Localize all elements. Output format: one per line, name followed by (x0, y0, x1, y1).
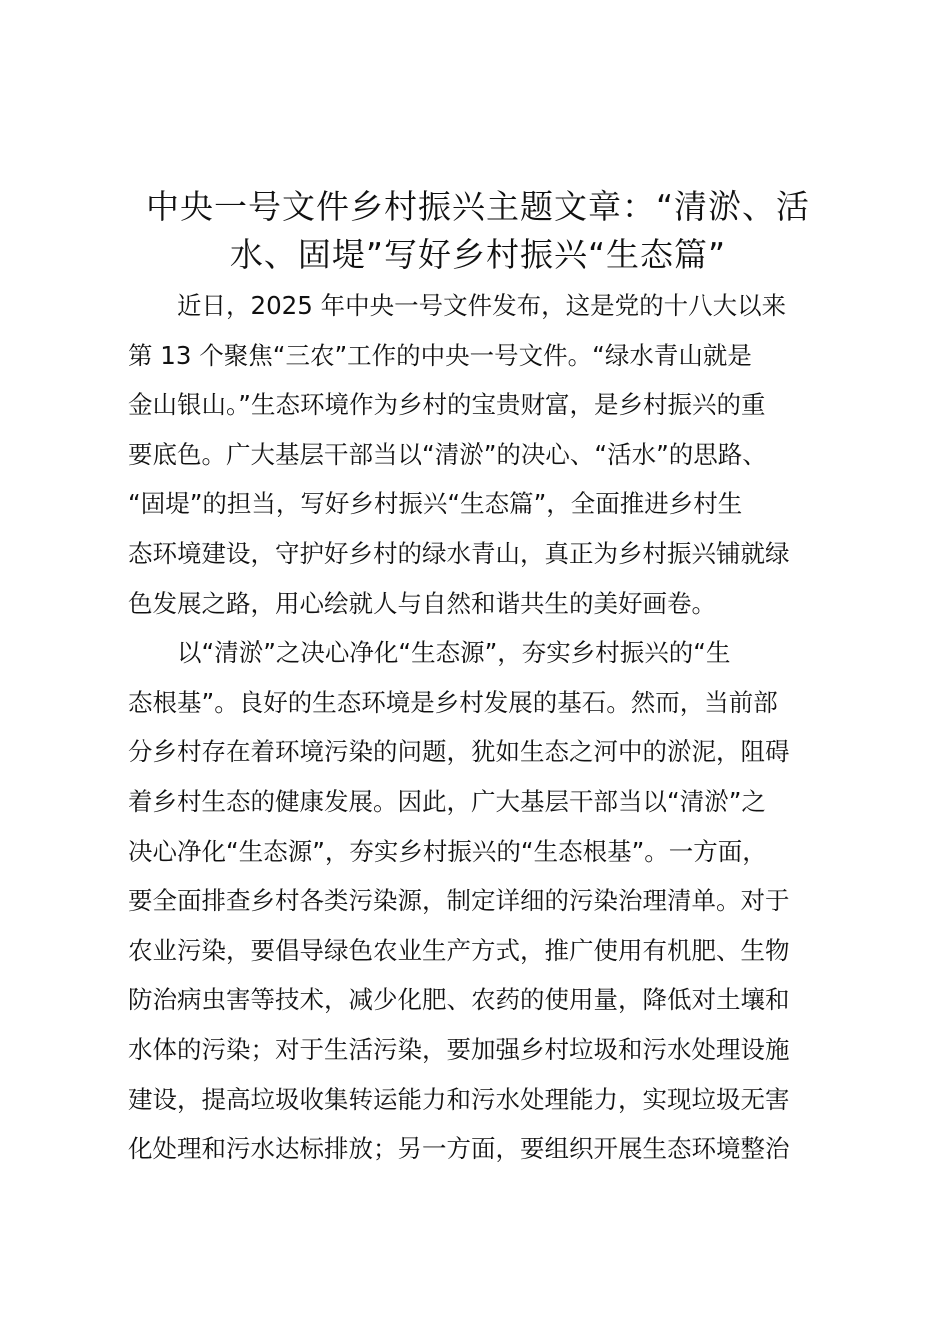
document-title (118, 183, 838, 279)
paragraph-line: 态根基”。良好的生态环境是乡村发展的基石。然而，当前部 (128, 687, 778, 717)
paragraph-line: 防治病虫害等技术，减少化肥、农药的使用量，降低对土壤和 (128, 985, 790, 1015)
paragraph-line: 建设，提高垃圾收集转运能力和污水处理能力，实现垃圾无害 (128, 1084, 790, 1114)
paragraph-line: 要底色。广大基层干部当以“清淤”的决心、“活水”的思路、 (128, 439, 767, 469)
paragraph-line: 要全面排查乡村各类污染源，制定详细的污染治理清单。对于 (128, 886, 790, 916)
paragraph-line: 化处理和污水达标排放；另一方面，要组织开展生态环境整治 (128, 1134, 790, 1164)
paragraph-line: 以“清淤”之决心净化“生态源”，夯实乡村振兴的“生 (177, 638, 731, 668)
paragraph-line: 分乡村存在着环境污染的问题，犹如生态之河中的淤泥，阻碍 (128, 737, 790, 767)
document-body (128, 281, 868, 1174)
paragraph-1 (128, 281, 868, 628)
title-line-2: 水、固堤”写好乡村振兴“生态篇” (229, 235, 727, 274)
paragraph-2 (128, 628, 868, 1174)
paragraph-line: “固堤”的担当，写好乡村振兴“生态篇”，全面推进乡村生 (128, 489, 743, 519)
paragraph-line: 金山银山。”生态环境作为乡村的宝贵财富，是乡村振兴的重 (128, 390, 766, 420)
paragraph-line: 农业污染，要倡导绿色农业生产方式，推广使用有机肥、生物 (128, 935, 790, 965)
paragraph-line: 态环境建设，守护好乡村的绿水青山，真正为乡村振兴铺就绿 (128, 538, 790, 568)
paragraph-line: 着乡村生态的健康发展。因此，广大基层干部当以“清淤”之 (128, 786, 766, 816)
paragraph-line: 第 13 个聚焦“三农”工作的中央一号文件。“绿水青山就是 (128, 340, 752, 370)
paragraph-line: 水体的污染；对于生活污染，要加强乡村垃圾和污水处理设施 (128, 1034, 790, 1064)
paragraph-line: 决心净化“生态源”，夯实乡村振兴的“生态根基”。一方面， (128, 836, 767, 866)
title-line-1: 中央一号文件乡村振兴主题文章：“清淤、活 (145, 187, 811, 226)
paragraph-line: 近日，2025 年中央一号文件发布，这是党的十八大以来 (177, 291, 787, 320)
paragraph-line: 色发展之路，用心绘就人与自然和谐共生的美好画卷。 (128, 588, 716, 618)
